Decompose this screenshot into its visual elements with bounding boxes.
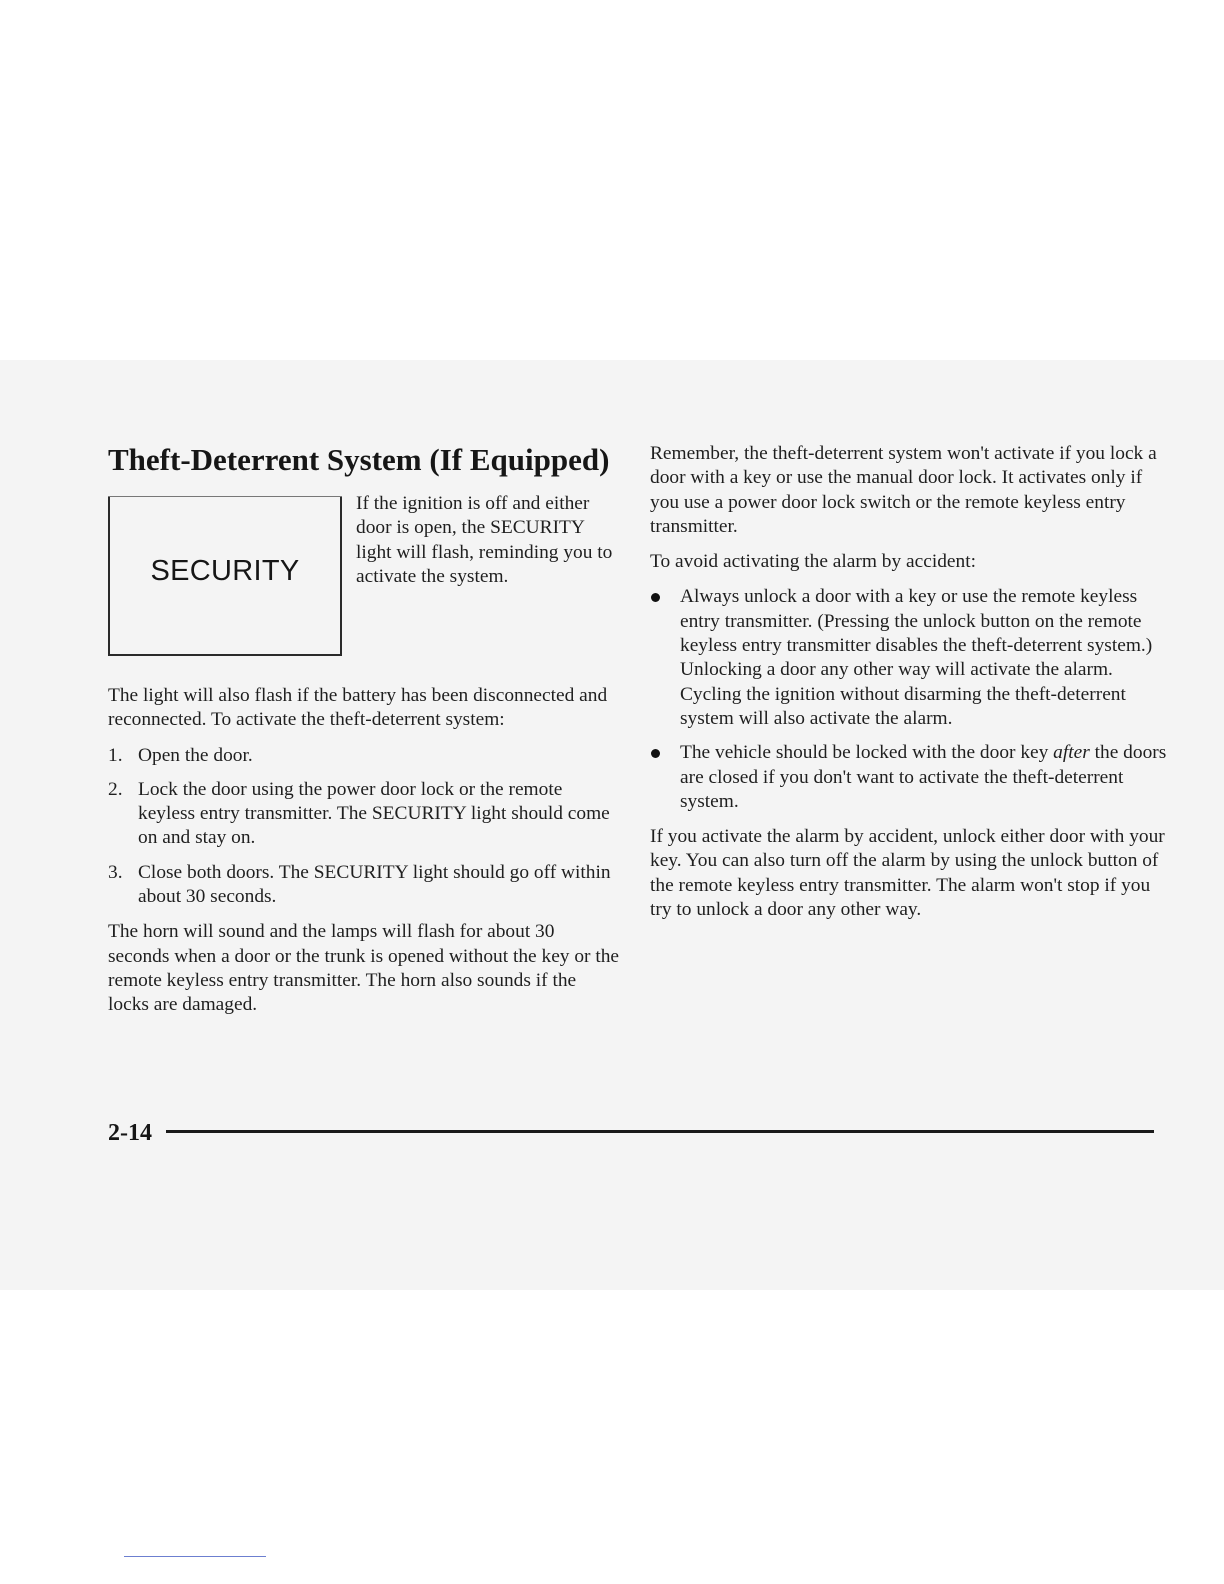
accidental-alarm-paragraph: If you activate the alarm by accident, unlock either door with your key. You can also turn off the alarm by using the unlock button of the remote keyless entry transmitter. The alarm won't stop if you try to unlock a door any other way. <box>650 826 1165 921</box>
step-text: Open the door. <box>138 744 253 766</box>
step-number: 2. <box>108 778 123 800</box>
bullet-emphasis: after <box>1053 742 1090 764</box>
bullet-text-end: the doors are closed if you don't want to activate the theft-deterrent system. <box>680 742 1167 812</box>
horn-paragraph: The horn will sound and the lamps will flash for about 30 seconds when a door or the trunk is opened without the key or the remote keyless entry transmitter. The horn also sounds if the locks are damaged. <box>108 921 620 1016</box>
avoid-alarm-bullets <box>650 585 1170 814</box>
security-box-top-border <box>108 496 342 497</box>
step-number: 3. <box>108 861 123 883</box>
step-text: Lock the door using the power door lock or the remote keyless entry transmitter. The SECURITY light should come on and stay on. <box>138 778 610 849</box>
remember-paragraph: Remember, the theft-deterrent system won't activate if you lock a door with a key or use the manual door lock. It activates only if you use a power door lock switch or the remote keyless entry transmitter. <box>650 443 1157 537</box>
page-number: 2-14 <box>108 1120 152 1146</box>
section-heading: Theft-Deterrent System (If Equipped) <box>108 442 610 477</box>
footer-rule <box>166 1130 1154 1133</box>
activation-steps <box>108 744 620 910</box>
bullet-item <box>650 585 1170 731</box>
step-text: Close both doors. The SECURITY light should go off within about 30 seconds. <box>138 861 611 908</box>
step-number: 1. <box>108 744 123 766</box>
security-indicator-illustration <box>108 496 342 656</box>
bullet-text-start: The vehicle should be locked with the door key <box>680 742 1054 764</box>
bullet-item <box>650 741 1170 814</box>
avoid-alarm-paragraph: To avoid activating the alarm by accident: <box>650 551 977 573</box>
step-item <box>108 778 620 851</box>
battery-paragraph: The light will also flash if the battery has been disconnected and reconnected. To activate the theft-deterrent system: <box>108 685 608 731</box>
security-indicator-label: SECURITY <box>150 555 300 587</box>
bullet-dot-icon <box>651 749 660 758</box>
left-column <box>108 684 620 1029</box>
bullet-text: Always unlock a door with a key or use the remote keyless entry transmitter. (Pressing the unlock button on the remote keyless entry transmitter disables the theft-deterrent system.) Unlocking a door any other way will activate the alarm. Cycling the ignition without disarming the theft-deterrent system will also activate the alarm. <box>680 586 1153 729</box>
step-item <box>108 744 620 768</box>
step-item <box>108 861 620 910</box>
link-underline-artifact <box>124 1556 266 1557</box>
intro-paragraph: If the ignition is off and either door is open, the SECURITY light will flash, reminding you to activate the system. <box>356 493 613 587</box>
right-column <box>650 442 1170 933</box>
bullet-dot-icon <box>651 593 660 602</box>
